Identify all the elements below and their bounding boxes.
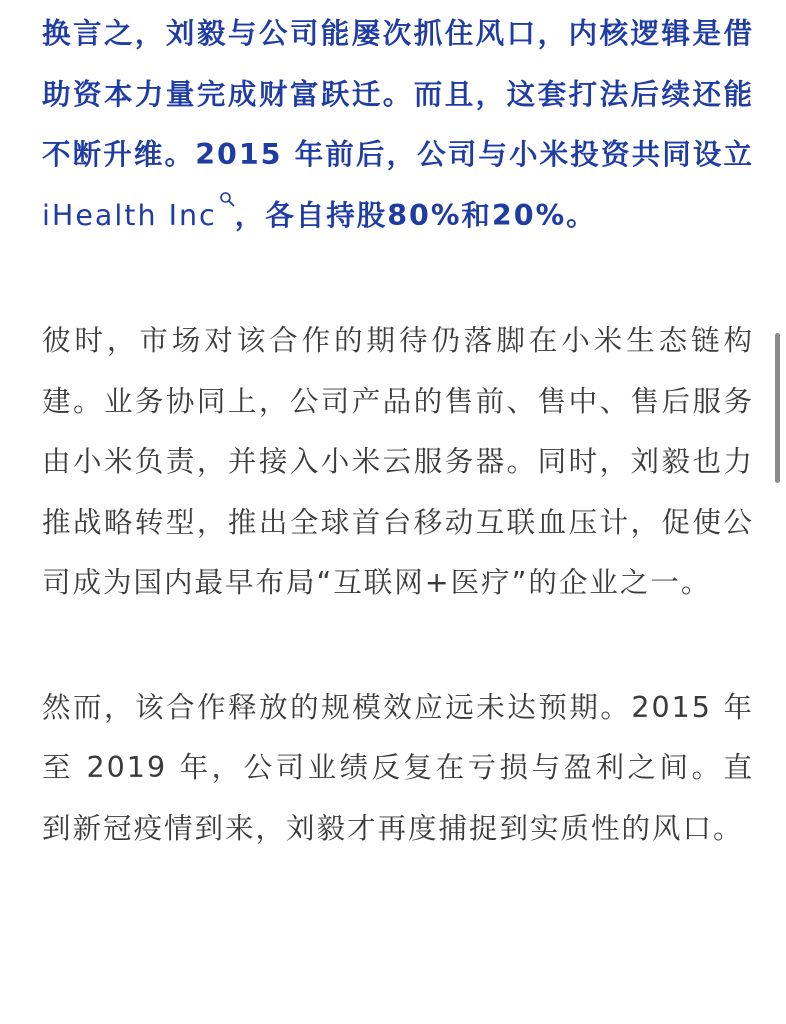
ihealth-link[interactable]: iHealth Inc bbox=[42, 198, 217, 232]
highlight-paragraph bbox=[42, 0, 754, 246]
body-paragraph-1: 彼时，市场对该合作的期待仍落脚在小米生态链构建。业务协同上，公司产品的售前、售中、售后服务由小米负责，并接入小米云服务器。同时，刘毅也力推战略转型，推出全球首台移动互联血压计，促使公司成为国内最早布局“互联网+医疗”的企业之一。 bbox=[42, 324, 754, 599]
article-body bbox=[42, 0, 754, 859]
highlight-text-before: 换言之，刘毅与公司能屡次抓住风口，内核逻辑是借助资本力量完成财富跃迁。而且，这套打法后续还能不断升维。2015 年前后，公司与小米投资共同设立 bbox=[42, 17, 754, 171]
scrollbar-thumb[interactable] bbox=[775, 333, 780, 483]
highlight-text-after: ，各自持股80%和20%。 bbox=[234, 198, 597, 232]
body-paragraph-2: 然而，该合作释放的规模效应远未达预期。2015 年至 2019 年，公司业绩反复在亏损与盈利之间。直到新冠疫情到来，刘毅才再度捕捉到实质性的风口。 bbox=[42, 690, 754, 845]
search-icon[interactable] bbox=[219, 168, 235, 184]
